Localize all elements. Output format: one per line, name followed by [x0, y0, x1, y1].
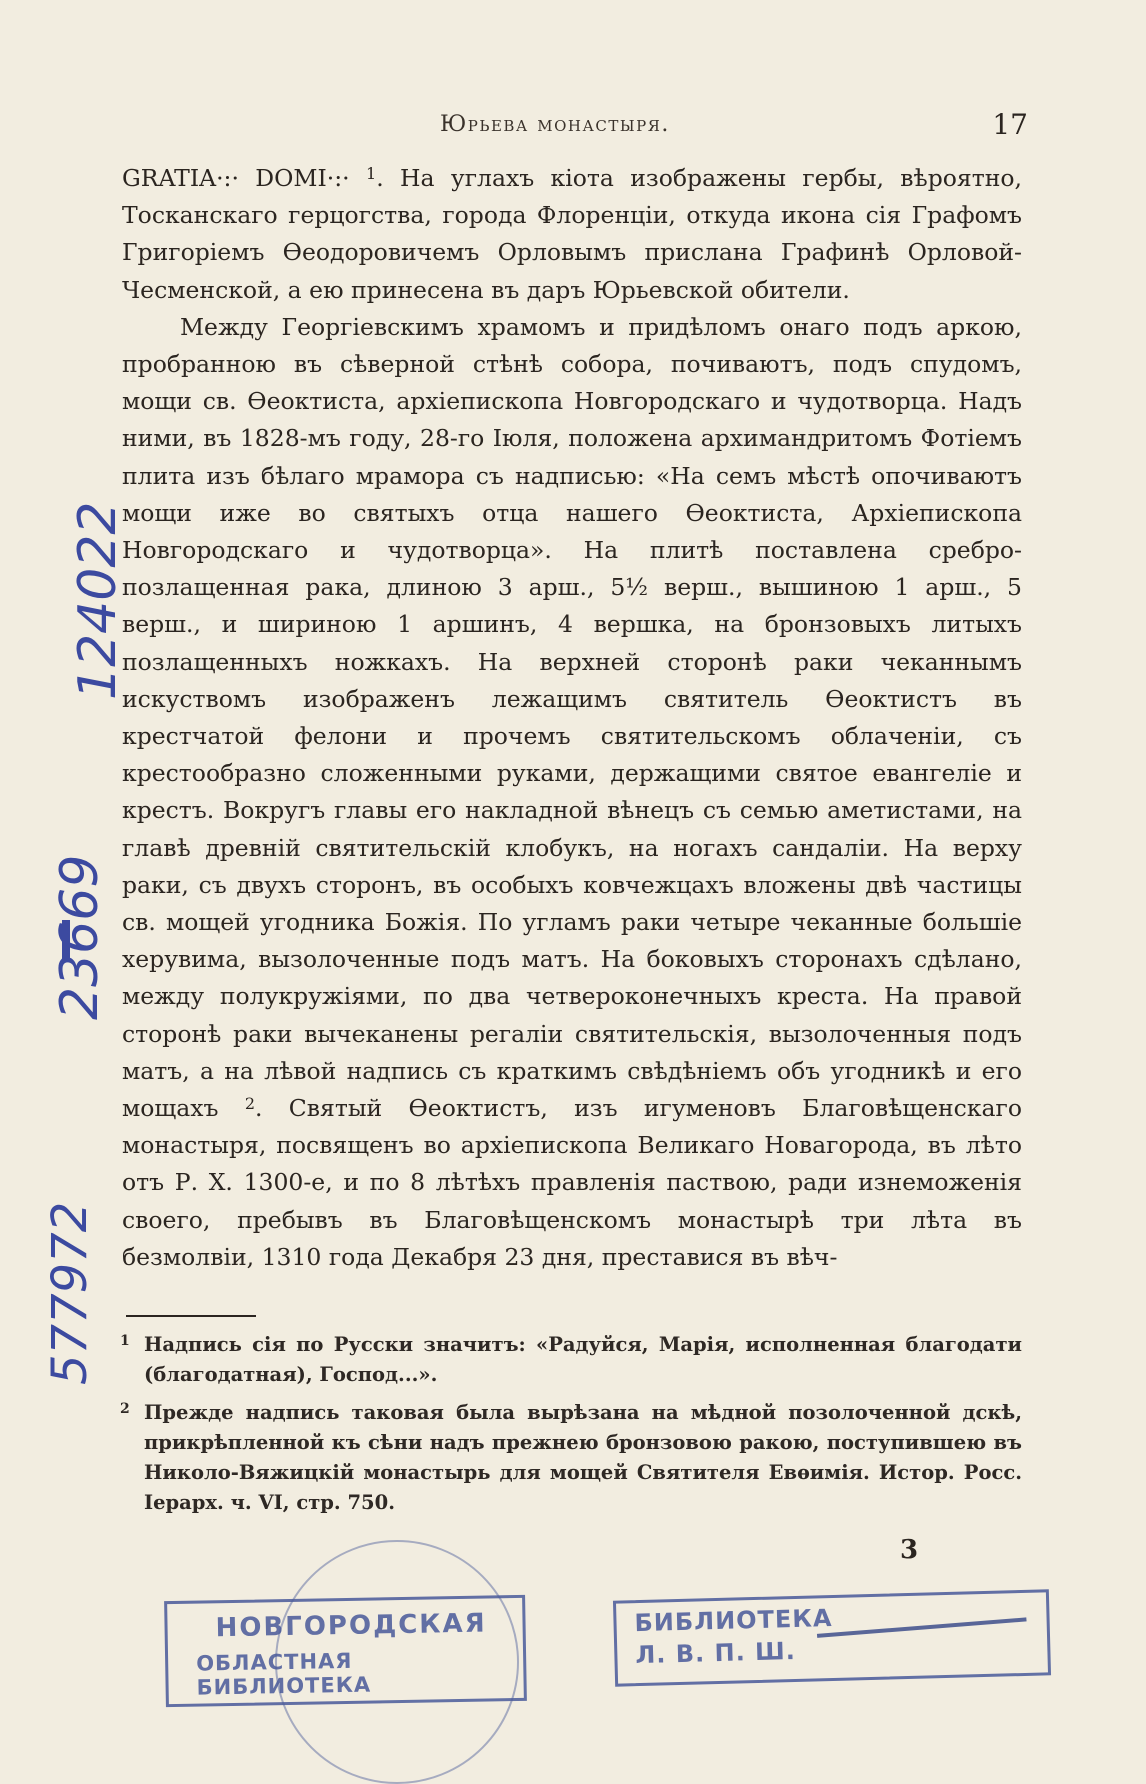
footnote-text: Надпись сія по Русски значитъ: «Радуйся, Марія, исполненная благодати (благодатная), Господ...».: [144, 1333, 1022, 1386]
paragraph-2-continuation: . Святый Ѳеоктистъ, изъ игуменовъ Благовѣщенскаго монастыря, посвященъ во архіепископа Великаго Новагорода, въ лѣто отъ Р. Х. 1300-е, и по 8 лѣтѣхъ правленія паствою, ради изнеможенія своего, пребывъ въ Благовѣщенскомъ монастырѣ три лѣта въ безмолвіи, 1310 года Декабря 23 дня, преставися въ вѣч-: [122, 1094, 1022, 1271]
footnote-ref-1: 1: [366, 164, 377, 183]
footnote-rule: [126, 1315, 256, 1317]
main-text: [122, 160, 1022, 1276]
footnote-text: Прежде надпись таковая была вырѣзана на мѣдной позолоченной дскѣ, прикрѣпленной къ сѣни надъ прежнею бронзовою ракою, поступившею въ Николо-Вяжицкій монастырь для мощей Святителя Евѳимія. Истор. Росс. Іерарх. ч. VI, стр. 750.: [144, 1401, 1022, 1514]
footnote-1: [118, 1330, 1022, 1390]
running-head: [130, 108, 1030, 152]
stamp-line: ОБЛАСТНАЯ БИБЛИОТЕКА: [195, 1648, 372, 1700]
stamp-line: Л. В. П. Ш.: [635, 1636, 797, 1670]
signature-mark: 3: [900, 1535, 919, 1565]
footnote-ref-2: 2: [244, 1094, 256, 1114]
paragraph-1-text: . На углахъ кіота изображены гербы, вѣроятно, Тосканскаго герцогства, города Флоренціи, откуда икона сія Графомъ Григоріемъ Ѳеодоровичемъ Орловымъ прислана Графинѣ Орловой-Чесменской, а ею принесена въ даръ Юрьевской обители.: [122, 164, 1023, 304]
strike-through-mark: [817, 1617, 1027, 1637]
paragraph-1: [122, 160, 1022, 309]
library-stamp-right: [613, 1589, 1051, 1686]
stamp-line: БИБЛИОТЕКА: [634, 1603, 833, 1638]
library-stamp-left: [164, 1595, 527, 1707]
footnote-2: [118, 1398, 1022, 1518]
footnote-mark: 2: [120, 1401, 130, 1417]
running-title: Юрьева монастыря.: [440, 112, 670, 137]
inscription-lead: GRATIA·:· DOMI·:·: [122, 164, 350, 192]
handwritten-number-bottom: 577972: [42, 1201, 98, 1385]
footnote-mark: 1: [120, 1333, 130, 1349]
page-number: 17: [992, 108, 1028, 141]
handwritten-number-top: 124022: [68, 501, 128, 700]
paragraph-2-text: Между Георгіевскимъ храмомъ и придѣломъ онаго подъ аркою, пробранною въ сѣверной стѣнѣ собора, почиваютъ, подъ спудомъ, мощи св. Ѳеоктиста, архіепископа Новгородскаго и чудотворца. Надъ ними, въ 1828-мъ году, 28-го Іюля, положена архимандритомъ Фотіемъ плита изъ бѣлаго мрамора съ надписью: «На семъ мѣстѣ опочиваютъ мощи иже во святыхъ отца нашего Ѳеоктиста, Архіепископа Новгородскаго и чудотворца». На плитѣ поставлена сребро-позлащенная рака, длиною 3 арш., 5½ верш., вышиною 1 арш., 5 верш., и шириною 1 аршинъ, 4 вершка, на бронзовыхъ литыхъ позлащенныхъ ножкахъ. На верхней сторонѣ раки чеканнымъ искуствомъ изображенъ лежащимъ святитель Ѳеоктистъ въ крестчатой фелони и прочемъ святительскомъ облаченіи, съ крестообразно сложенными руками, держащими святое евангеліе и крестъ. Вокругъ главы его накладной вѣнецъ съ семью аметистами, на главѣ древній святительскій клобукъ, на ногахъ сандаліи. На верху раки, съ двухъ сторонъ, въ особыхъ ковчежцахъ вложены двѣ частицы св. мощей угодника Божія. По угламъ раки четыре чеканные большіе херувима, вызолоченные подъ матъ. На боковыхъ сторонахъ сдѣлано, между полукружіями, по два четвероконечныхъ креста. На правой сторонѣ раки вычеканены регаліи святительскія, вызолоченныя подъ матъ, а на лѣвой надпись съ краткимъ свѣдѣніемъ объ угодникѣ и его мощахъ: [122, 312, 1022, 1123]
handwritten-number-middle: 23669: [50, 854, 110, 1020]
paragraph-2: [122, 309, 1022, 1276]
footnotes: [118, 1330, 1022, 1526]
stamp-line: НОВГОРОДСКАЯ: [215, 1608, 487, 1644]
